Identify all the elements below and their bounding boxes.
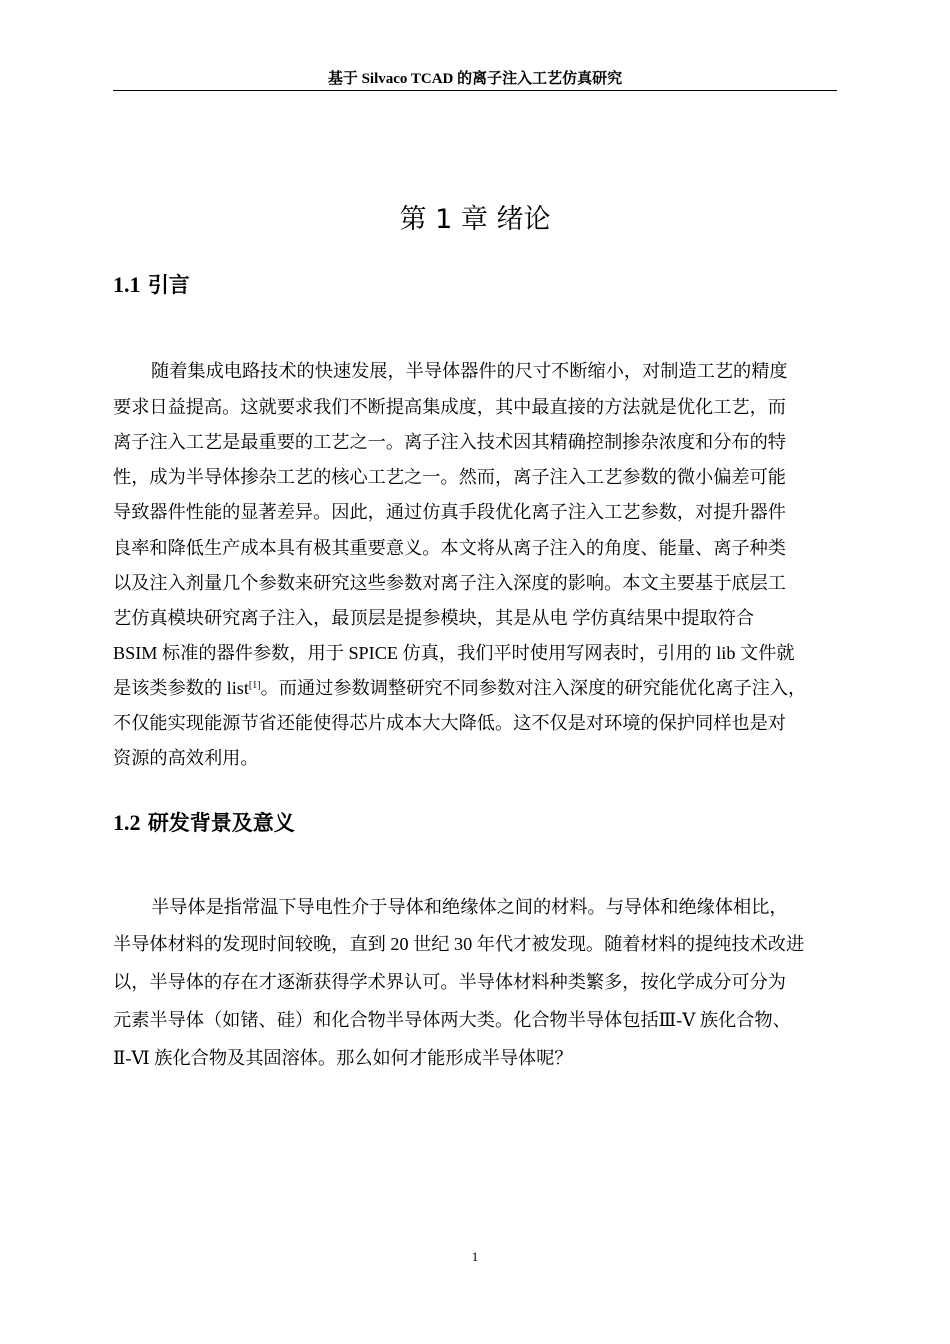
paragraph-line: 以，半导体的存在才逐渐获得学术界认可。半导体材料种类繁多，按化学成分可分为 xyxy=(113,972,786,992)
paragraph-line: 半导体材料的发现时间较晚，直到 20 世纪 30 年代才被发现。随着材料的提纯技术改进 xyxy=(113,934,805,954)
paragraph-line-with-citation xyxy=(113,674,837,702)
paragraph-line: 良率和降低生产成本具有极其重要意义。本文将从离子注入的角度、能量、离子种类 xyxy=(113,538,786,558)
paragraph-line: 艺仿真模块研究离子注入，最顶层是提参模块，其是从电 学仿真结果中提取符合 xyxy=(113,608,755,628)
paragraph-line: 性，成为半导体掺杂工艺的核心工艺之一。然而，离子注入工艺参数的微小偏差可能 xyxy=(113,467,786,487)
section-number: 1.1 xyxy=(113,272,141,297)
paragraph-line: 离子注入工艺是最重要的工艺之一。离子注入技术因其精确控制掺杂浓度和分布的特 xyxy=(113,432,786,452)
paragraph-line: 导致器件性能的显著差异。因此，通过仿真手段优化离子注入工艺参数，对提升器件 xyxy=(113,502,786,522)
paragraph-line: Ⅱ-Ⅵ 族化合物及其固溶体。那么如何才能形成半导体呢？ xyxy=(113,1048,573,1068)
citation-ref[interactable]: [1] xyxy=(248,680,261,691)
section-number: 1.2 xyxy=(113,810,141,835)
paragraph-line: 资源的高效利用。 xyxy=(113,748,259,768)
line-text: 是该类参数的 list xyxy=(113,678,249,698)
chapter-title: 第 1 章 绪论 xyxy=(399,204,551,235)
section-heading-1-2 xyxy=(113,808,837,838)
paragraph-line: 不仅能实现能源节省还能使得芯片成本大大降低。这不仅是对环境的保护同样也是对 xyxy=(113,713,786,733)
paragraph-line: BSIM 标准的器件参数，用于 SPICE 仿真，我们平时使用写网表时，引用的 lib 文件就 xyxy=(113,643,795,663)
section-title: 研发背景及意义 xyxy=(147,811,295,835)
section-title: 引言 xyxy=(147,273,190,297)
paragraph-line: 要求日益提高。这就要求我们不断提高集成度，其中最直接的方法就是优化工艺，而 xyxy=(113,397,786,417)
section-heading-1-1 xyxy=(113,270,837,300)
header-divider xyxy=(113,90,837,91)
paragraph-line: 半导体是指常温下导电性介于导体和绝缘体之间的材料。与导体和绝缘体相比， xyxy=(151,897,788,917)
page-number: 1 xyxy=(471,1249,479,1264)
paragraph-line: 随着集成电路技术的快速发展，半导体器件的尺寸不断缩小，对制造工艺的精度 xyxy=(151,361,788,381)
running-header: 基于 Silvaco TCAD 的离子注入工艺仿真研究 xyxy=(327,71,623,87)
paragraph-line: 以及注入剂量几个参数来研究这些参数对离子注入深度的影响。本文主要基于底层工 xyxy=(113,573,786,593)
paragraph-line: 元素半导体（如锗、硅）和化合物半导体两大类。化合物半导体包括Ⅲ-Ⅴ 族化合物、 xyxy=(113,1010,791,1030)
line-text: 。而通过参数调整研究不同参数对注入深度的研究能优化离子注入， xyxy=(260,678,807,698)
